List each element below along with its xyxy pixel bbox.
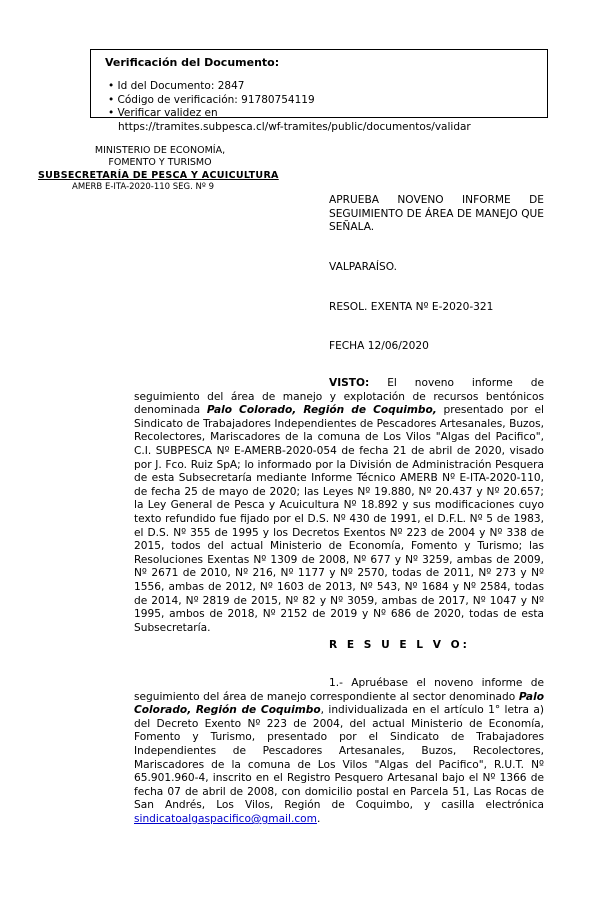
- bullet-icon: •: [108, 93, 115, 106]
- city: VALPARAÍSO.: [329, 261, 397, 273]
- resolution-subject: APRUEBA NOVENO INFORME DE SEGUIMIENTO DE ÁREA DE MANEJO QUE SEÑALA.: [329, 194, 544, 234]
- ministry-line-1: MINISTERIO DE ECONOMÍA,: [94, 145, 226, 156]
- visto-text-1: El noveno informe de seguimiento del área de manejo y explotación de recursos bentónicos denominada: [134, 377, 544, 417]
- resuelvo-heading: R E S U E L V O:: [329, 639, 470, 651]
- area-name: Palo Colorado, Región de Coquimbo,: [206, 404, 437, 417]
- article-1-paragraph: [134, 677, 544, 827]
- subsecretaria-name: SUBSECRETARÍA DE PESCA Y ACUICULTURA: [38, 170, 279, 181]
- verification-code: Código de verificación: 91780754119: [117, 93, 315, 106]
- article-1-text-1: 1.- Apruébase el noveno informe de seguimiento del área de manejo correspondiente al sector denominado: [134, 677, 544, 703]
- ministry-line-2: FOMENTO Y TURISMO: [108, 157, 212, 168]
- bullet-icon: •: [108, 80, 115, 92]
- ministry-name: [60, 145, 260, 169]
- visto-paragraph: [134, 377, 544, 635]
- verification-url[interactable]: https://tramites.subpesca.cl/wf-tramites/public/documentos/validar: [118, 120, 471, 133]
- list-item: [108, 80, 471, 94]
- article-1-end: .: [316, 812, 321, 825]
- visto-label: VISTO:: [329, 377, 370, 389]
- article-1-text-2: , individualizada en el artículo 1° letra a) del Decreto Exento Nº 223 de 2004, del actual Ministerio de Economía, Fomento y Turismo, presentado por el Sindicato de Trabajadores Independientes de Pescadores Artesanales, Buzos, Recolectores, Mariscadores de la comuna de Los Vilos "Algas del Pacifico", R.U.T. Nº 65.901.960-4, inscrito en el Registro Pesquero Artesanal bajo el Nº 1366 de fecha 07 de abril de 2008, con domicilio postal en Parcela 51, Las Rocas de San Andrés, Los Vilos, Región de Coquimbo, y casilla electrónica: [134, 704, 544, 812]
- bullet-icon: •: [108, 107, 115, 119]
- reference-number: AMERB E-ITA-2020-110 SEG. Nº 9: [72, 182, 214, 192]
- email-link[interactable]: sindicatoalgaspacifico@gmail.com: [134, 812, 317, 825]
- document-id: Id del Documento: 2847: [117, 80, 245, 92]
- verify-label: Verificar validez en: [117, 107, 218, 119]
- list-item: [108, 94, 471, 108]
- visto-text-2: presentado por el Sindicato de Trabajadores Independientes de Pescadores Artesanales, Buzos, Recolectores, Mariscadores de la comuna de Los Vilos "Algas del Pacifico", C.I. SUBPESCA Nº E-AMERB-2020-054 de fecha 21 de abril de 2020, visado por J. Fco. Ruiz SpA; lo informado por la División de Administración Pesquera de esta Subsecretaría mediante Informe Técnico AMERB Nº E-ITA-2020-110, de fecha 25 de mayo de 2020; las Leyes Nº 19.880, Nº 20.437 y Nº 20.657; la Ley General de Pesca y Acuicultura Nº 18.892 y sus modificaciones cuyo texto refundido fue fijado por el D.S. Nº 430 de 1991, el D.F.L. Nº 5 de 1983, el D.S. Nº 355 de 1995 y los Decretos Exentos Nº 223 de 2004 y Nº 338 de 2015, todos del actual Ministerio de Economía, Fomento y Turismo; las Resoluciones Exentas Nº 1309 de 2008, Nº 677 y Nº 3259, ambas de 2009, Nº 2671 de 2010, Nº 216, Nº 1177 y Nº 2570, todas de 2011, Nº 273 y Nº 1556, ambas de 2012, Nº 1603 de 2013, Nº 543, Nº 1684 y Nº 2584, todas de 2014, Nº 2819 de 2015, Nº 82 y Nº 3059, ambas de 2017, Nº 1047 y Nº 1995, ambos de 2018, Nº 2152 de 2019 y Nº 686 de 2020, todas de esta Subsecretaría.: [134, 404, 544, 634]
- resolution-date: FECHA 12/06/2020: [329, 340, 429, 352]
- area-name: Palo Colorado, Región de Coquimbo: [134, 690, 544, 717]
- resolution-number: RESOL. EXENTA Nº E-2020-321: [329, 301, 494, 313]
- verification-title: Verificación del Documento:: [105, 56, 280, 69]
- verification-list: [108, 80, 471, 134]
- list-item: [108, 107, 471, 121]
